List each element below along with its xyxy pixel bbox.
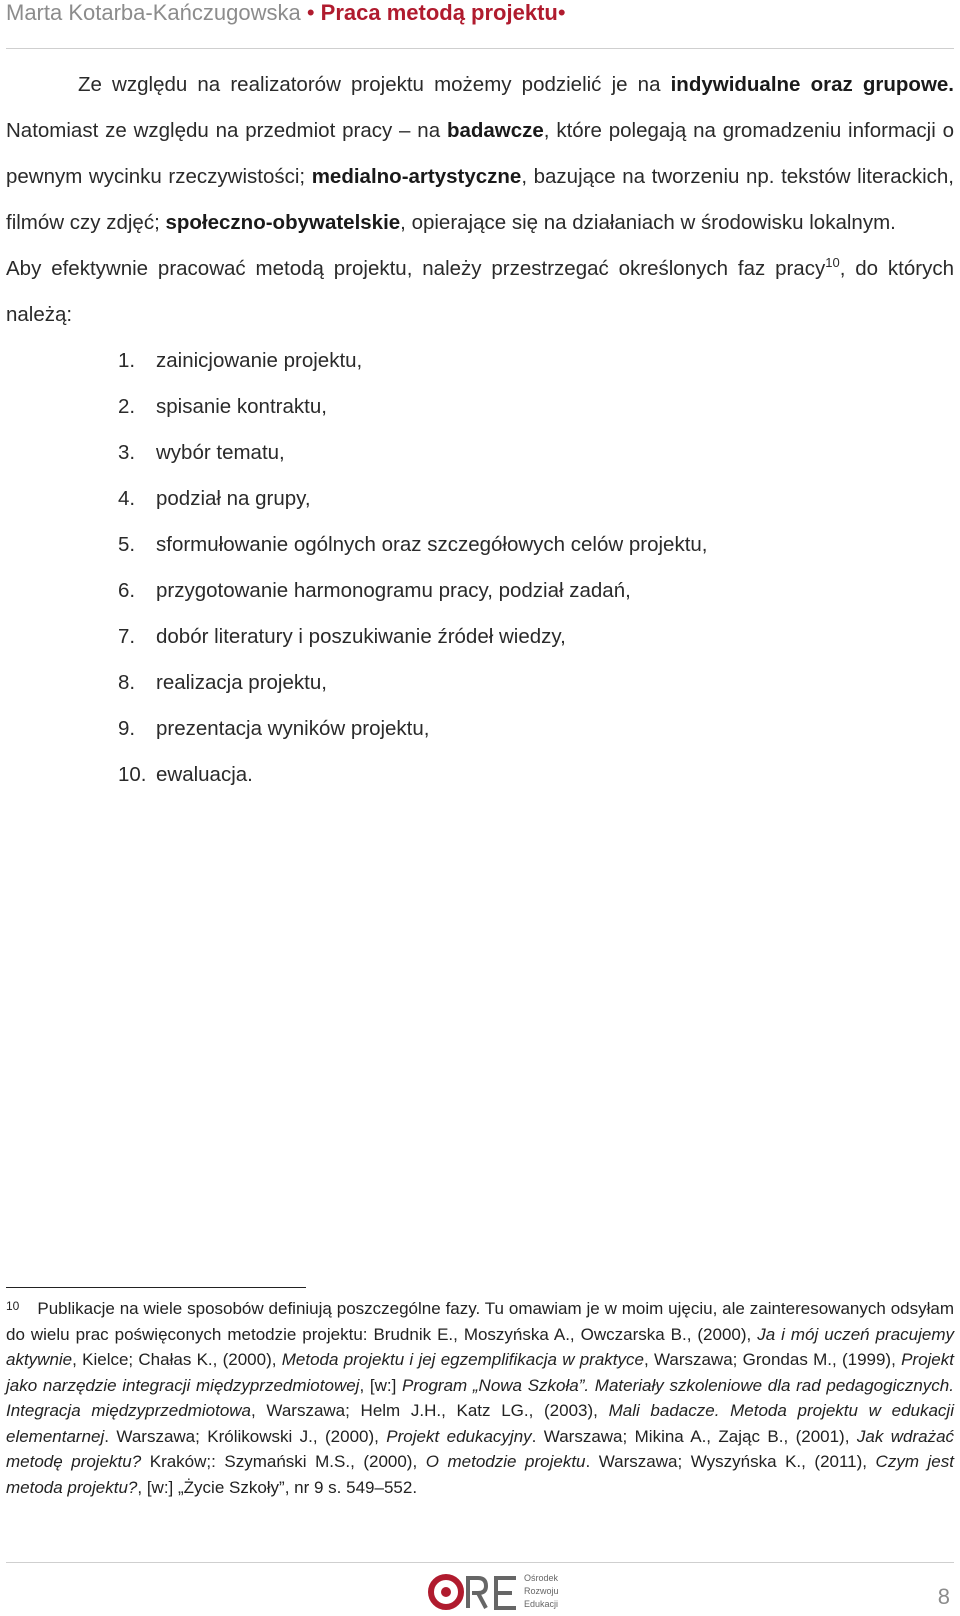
list-item bbox=[118, 338, 954, 384]
text-span: , które polegają na gromadzeniu informacji o pewnym wycinku rzeczywistości; bbox=[6, 119, 954, 188]
text-span: Ze względu na realizatorów projektu możemy podzielić je na bbox=[78, 73, 671, 96]
footnote-text: , Kielce; Chałas K., (2000), bbox=[72, 1350, 282, 1369]
header-divider bbox=[6, 48, 954, 49]
text-span: Natomiast ze względu na przedmiot pracy – na bbox=[6, 119, 447, 142]
logo-line: Ośrodek bbox=[524, 1573, 559, 1583]
paragraph-project-types bbox=[6, 62, 954, 246]
list-number: 1. bbox=[118, 349, 136, 372]
list-item bbox=[118, 568, 954, 614]
book-title: Program „Nowa Szkoła”. Materiały szkoleniowe dla rad pedagogicznych. Integracja międzyprzedmiotowa bbox=[6, 1375, 954, 1420]
bold-term: badawcze bbox=[446, 119, 544, 142]
book-title: Mali badacze. Metoda projektu w edukacji elementarnej bbox=[6, 1401, 954, 1446]
book-title: Czym jest metoda projektu? bbox=[6, 1452, 954, 1497]
list-item bbox=[118, 752, 954, 798]
list-number: 3. bbox=[118, 441, 136, 464]
book-title: O metodzie projektu bbox=[425, 1452, 586, 1471]
book-title: Metoda projektu i jej egzemplifikacja w praktyce bbox=[281, 1350, 644, 1369]
list-number: 5. bbox=[118, 533, 136, 556]
list-number: 6. bbox=[118, 579, 136, 602]
list-item bbox=[118, 476, 954, 522]
list-item bbox=[118, 660, 954, 706]
footer-divider bbox=[6, 1562, 954, 1563]
text-span: , opierające się na działaniach w środowisku lokalnym. bbox=[400, 211, 896, 234]
header-bullet: • bbox=[306, 0, 315, 25]
list-number: 8. bbox=[118, 671, 136, 694]
list-text: wybór tematu, bbox=[156, 441, 285, 464]
list-text: spisanie kontraktu, bbox=[156, 395, 327, 418]
header-title: Praca metodą projektu bbox=[320, 0, 558, 25]
list-number: 4. bbox=[118, 487, 136, 510]
footnote-mark: 10 bbox=[6, 1299, 20, 1313]
list-text: przygotowanie harmonogramu pracy, podział zadań, bbox=[156, 579, 631, 602]
text-span: Aby efektywnie pracować metodą projektu, należy przestrzegać określonych faz pracy bbox=[6, 257, 826, 280]
footnote-10 bbox=[6, 1296, 954, 1500]
phases-list bbox=[6, 338, 954, 798]
bold-term: indywidualne oraz grupowe. bbox=[670, 73, 954, 96]
book-title: Ja i mój uczeń pracujemy aktywnie bbox=[6, 1324, 954, 1369]
ore-logo-icon bbox=[428, 1572, 520, 1612]
list-number: 9. bbox=[118, 717, 136, 740]
list-text: podział na grupy, bbox=[156, 487, 311, 510]
running-header bbox=[6, 0, 954, 48]
footnote-text: Publikacje na wiele sposobów definiują poszczególne fazy. Tu omawiam je w moim ujęciu, ale zainteresowanych odsyłam do wielu prac poświęconych metodzie projektu: Brudnik E., Moszyńska A., Owczarska B., (2000), bbox=[6, 1299, 954, 1344]
footnote-text: , [w:] bbox=[359, 1375, 403, 1395]
header-author: Marta Kotarba-Kańczugowska bbox=[6, 0, 301, 25]
bold-term: społeczno-obywatelskie bbox=[165, 211, 401, 234]
list-text: zainicjowanie projektu, bbox=[156, 349, 363, 372]
list-text: dobór literatury i poszukiwanie źródeł wiedzy, bbox=[156, 625, 566, 648]
list-number: 10. bbox=[118, 763, 147, 786]
footnote-text: , Warszawa; Helm J.H., Katz LG., (2003), bbox=[251, 1401, 609, 1420]
book-title: Projekt edukacyjny bbox=[386, 1426, 532, 1446]
footnote-text: , [w:] „Życie Szkoły”, nr 9 s. 549–552. bbox=[137, 1477, 418, 1497]
book-title: Jak wdrażać metodę projektu? bbox=[6, 1426, 955, 1471]
list-text: ewaluacja. bbox=[156, 763, 253, 786]
footnote-text: , Warszawa; Grondas M., (1999), bbox=[643, 1350, 902, 1369]
list-number: 7. bbox=[118, 625, 136, 648]
logo-line: Rozwoju bbox=[524, 1586, 559, 1596]
footnote-text: . Warszawa; Mikina A., Zając B., (2001), bbox=[531, 1426, 857, 1446]
header-title-bullet: • bbox=[557, 0, 566, 25]
list-text: prezentacja wyników projektu, bbox=[156, 717, 430, 740]
footnote-text: . Warszawa; Wyszyńska K., (2011), bbox=[585, 1452, 876, 1471]
list-item bbox=[118, 614, 954, 660]
list-text: sformułowanie ogólnych oraz szczegółowych celów projektu, bbox=[156, 533, 708, 556]
text-span: , bazujące na tworzeniu np. tekstów literackich, filmów czy zdjęć; bbox=[6, 165, 954, 234]
list-text: realizacja projektu, bbox=[156, 671, 327, 694]
logo-line: Edukacji bbox=[524, 1599, 559, 1609]
list-item bbox=[118, 706, 954, 752]
logo-caption bbox=[524, 1572, 559, 1611]
footnote-text: Kraków;: Szymański M.S., (2000), bbox=[141, 1452, 426, 1471]
ore-logo bbox=[428, 1570, 568, 1614]
book-title: Projekt jako narzędzie integracji międzyprzedmiotowej bbox=[6, 1350, 954, 1395]
text-span: , do których należą: bbox=[6, 257, 954, 326]
footnote-reference[interactable]: 10 bbox=[825, 255, 840, 271]
footnote-text: . Warszawa; Królikowski J., (2000), bbox=[104, 1426, 387, 1446]
footnote-separator bbox=[6, 1287, 306, 1288]
list-item bbox=[118, 430, 954, 476]
list-item bbox=[118, 522, 954, 568]
page-number: 8 bbox=[937, 1584, 950, 1609]
list-item bbox=[118, 384, 954, 430]
paragraph-phases-intro bbox=[6, 246, 954, 338]
main-text bbox=[6, 62, 954, 798]
bold-term: medialno-artystyczne bbox=[311, 165, 522, 188]
list-number: 2. bbox=[118, 395, 136, 418]
